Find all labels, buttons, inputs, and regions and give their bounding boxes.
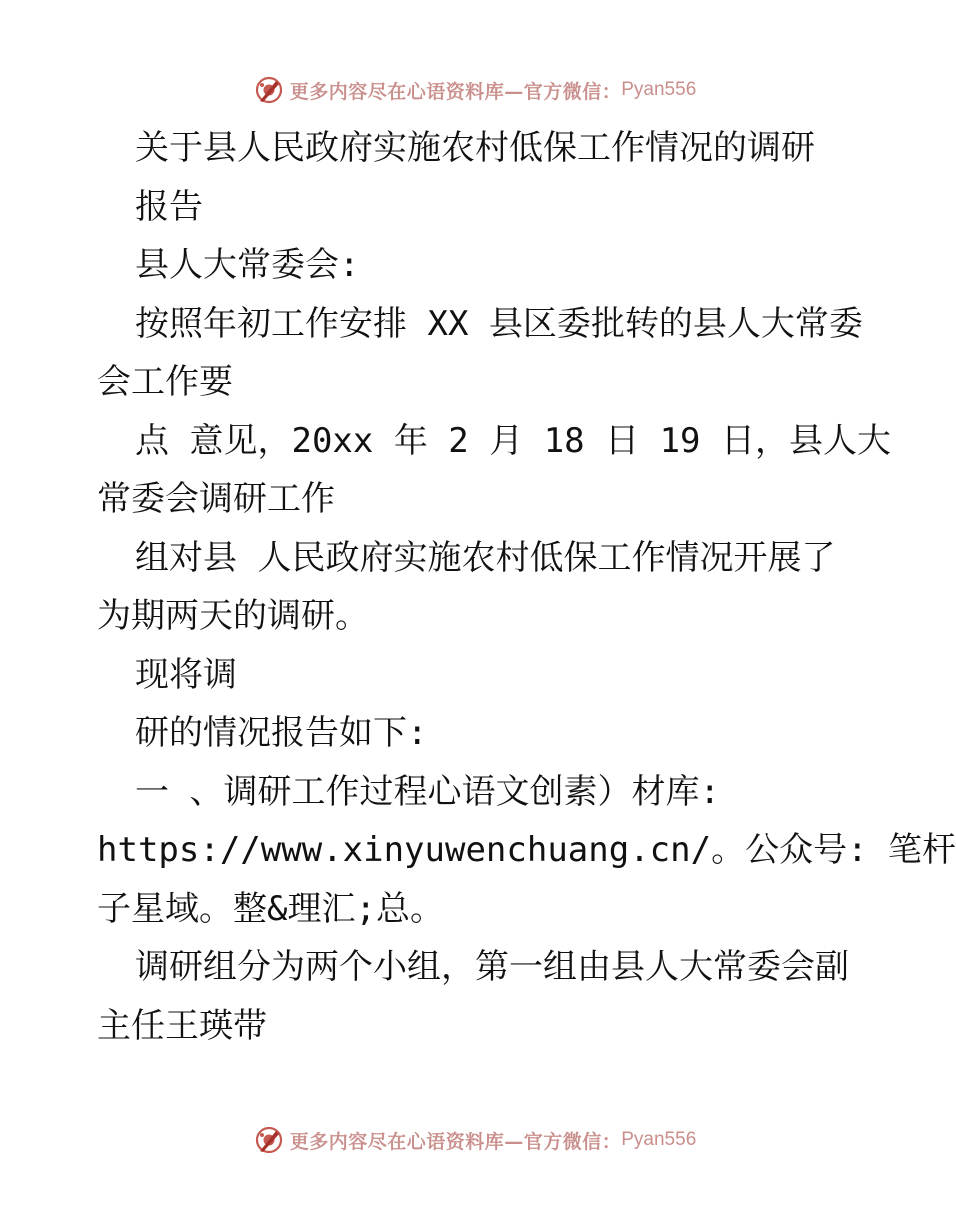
paragraph-line: 子星域。整&理汇;总。	[97, 888, 444, 929]
header-banner-text: 更多内容尽在心语资料库—官方微信：	[289, 80, 622, 103]
paragraph-line: 现将调	[135, 654, 237, 695]
header-banner	[0, 70, 950, 110]
section-heading: 一 、调研工作过程心语文创素）材库:	[135, 771, 720, 812]
paragraph-line: 常委会调研工作	[97, 479, 335, 519]
paragraph-line: 会工作要	[97, 362, 233, 402]
footer-banner-text: 更多内容尽在心语资料库—官方微信：	[289, 1130, 622, 1153]
paragraph-line: 为期两天的调研。	[97, 596, 369, 636]
paragraph-line: 点 意见，20xx 年 2 月 18 日 19 日，县人大	[135, 420, 891, 461]
title-line-1: 关于县人民政府实施农村低保工作情况的调研	[135, 128, 815, 168]
paragraph-line: 调研组分为两个小组，第一组由县人大常委会副	[135, 947, 849, 987]
footer-banner	[0, 1120, 950, 1160]
salutation: 县人大常委会:	[135, 245, 360, 285]
quill-logo-icon	[254, 75, 284, 105]
paragraph-line: 研的情况报告如下:	[135, 713, 428, 753]
url-line: https://www.xinyuwenchuang.cn/。公众号: 笔杆	[97, 830, 956, 870]
title-line-2: 报告	[135, 186, 203, 227]
header-banner-id: Pyan556	[621, 79, 697, 100]
footer-banner-id: Pyan556	[621, 1129, 697, 1150]
document-body	[97, 119, 956, 1055]
paragraph-line: 主任王瑛带	[97, 1005, 267, 1046]
paragraph-line: 组对县 人民政府实施农村低保工作情况开展了	[135, 537, 836, 578]
quill-logo-icon	[254, 1125, 284, 1155]
paragraph-line: 按照年初工作安排 XX 县区委批转的县人大常委	[135, 303, 863, 344]
